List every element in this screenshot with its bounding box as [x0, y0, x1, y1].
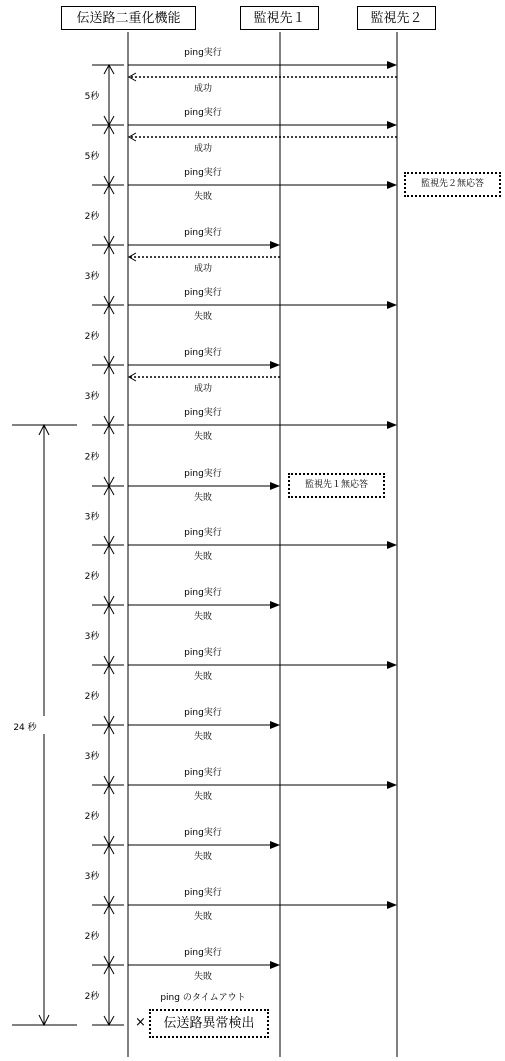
ping-arrowhead	[387, 181, 397, 189]
interval-label: 2秒	[84, 992, 100, 1002]
interval-label: 3秒	[84, 872, 100, 882]
ping-arrowhead	[387, 781, 397, 789]
ping-arrowhead	[387, 61, 397, 69]
ping-label: ping実行	[184, 648, 222, 658]
ping-label: ping実行	[184, 888, 222, 898]
interval-label: 2秒	[84, 332, 100, 342]
ping-arrowhead	[387, 541, 397, 549]
result-label: 失敗	[193, 732, 213, 742]
interval-label: 3秒	[84, 752, 100, 762]
ping-arrowhead	[270, 961, 280, 969]
interval-label: 3秒	[84, 512, 100, 523]
result-label: 失敗	[193, 312, 213, 322]
result-label: 成功	[193, 144, 213, 154]
result-label: 失敗	[193, 612, 213, 622]
detection-box: 伝送路異常検出	[149, 1009, 269, 1038]
ping-label: ping実行	[184, 288, 222, 298]
note-monitor-1-no-response: 監視先１無応答	[288, 473, 385, 498]
interval-label: 2秒	[84, 572, 100, 582]
ping-label: ping実行	[184, 768, 222, 778]
ping-label: ping実行	[184, 588, 222, 598]
interval-label: 2秒	[84, 692, 100, 702]
ping-arrowhead	[270, 482, 280, 490]
interval-label: 5秒	[84, 152, 100, 162]
result-label: 成功	[193, 384, 213, 394]
ping-arrowhead	[270, 841, 280, 849]
interval-label: 2秒	[84, 452, 100, 463]
ping-arrowhead	[387, 901, 397, 909]
ping-label: ping実行	[184, 828, 222, 838]
ping-arrowhead	[387, 661, 397, 669]
interval-label: 3秒	[84, 272, 100, 282]
ping-label: ping実行	[184, 469, 222, 479]
span-label: 24 秒	[13, 723, 37, 733]
ping-label: ping実行	[184, 108, 222, 118]
note-monitor-2-no-response: 監視先２無応答	[404, 172, 501, 197]
ping-label: ping実行	[184, 528, 222, 538]
interval-label: 2秒	[84, 812, 100, 822]
result-label: 失敗	[193, 192, 213, 202]
interval-label: 3秒	[84, 392, 100, 402]
timeout-label: ping のタイムアウト	[160, 993, 246, 1003]
result-label: 失敗	[193, 912, 213, 922]
lane-header-monitor-1: 監視先１	[240, 6, 319, 30]
ping-label: ping実行	[184, 228, 222, 238]
ping-arrowhead	[387, 301, 397, 309]
result-label: 失敗	[193, 672, 213, 682]
result-label: 成功	[193, 264, 213, 274]
interval-label: 3秒	[84, 632, 100, 642]
result-label: 失敗	[193, 552, 213, 562]
lane-header-monitor-2: 監視先２	[357, 6, 436, 30]
result-label: 失敗	[193, 972, 213, 982]
ping-arrowhead	[387, 121, 397, 129]
ping-arrowhead	[270, 721, 280, 729]
result-label: 成功	[193, 84, 213, 94]
interval-label: 2秒	[84, 932, 100, 942]
ping-label: ping実行	[184, 168, 222, 178]
ping-label: ping実行	[184, 948, 222, 958]
ping-label: ping実行	[184, 348, 222, 358]
detection-mark: ×	[135, 1015, 146, 1030]
result-label: 失敗	[193, 852, 213, 862]
result-label: 失敗	[193, 432, 213, 442]
ping-label: ping実行	[184, 708, 222, 718]
ping-label: ping実行	[184, 408, 222, 418]
ping-arrowhead	[387, 421, 397, 429]
ping-arrowhead	[270, 361, 280, 369]
ping-arrowhead	[270, 241, 280, 249]
interval-label: 5秒	[84, 92, 100, 102]
lane-header-ctrl: 伝送路二重化機能	[61, 6, 196, 30]
result-label: 失敗	[193, 493, 213, 503]
result-label: 失敗	[193, 792, 213, 802]
interval-label: 2秒	[84, 212, 100, 222]
ping-label: ping実行	[184, 48, 222, 58]
ping-arrowhead	[270, 601, 280, 609]
